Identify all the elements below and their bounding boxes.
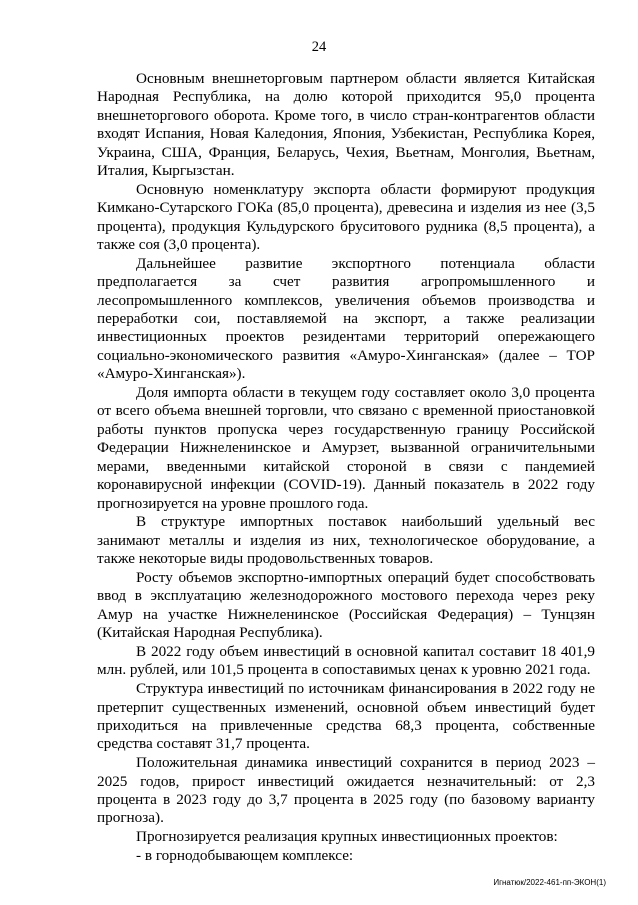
paragraph-import-share: Доля импорта области в текущем году составляет около 3,0 процента от всего объема внешней торговли, что связано с временной приостановкой работы пунктов пропуска через государственную границу Российской Федерации Нижнеленинское и Амурзет, вызванной ограничительными мерами, введенными китайской стороной в связи с пандемией коронавирусной инфекции (COVID-19). Данный показатель в 2022 году прогнозируется на уровне прошлого года. [97,384,595,512]
paragraph-investment-structure: Структура инвестиций по источникам финансирования в 2022 году не претерпит существенных изменений, основной объем инвестиций будет приходиться на привлеченные средства 68,3 процента, собственные средства составят 31,7 процента. [97,680,595,753]
paragraph-investment-volume: В 2022 году объем инвестиций в основной капитал составит 18 401,9 млн. рублей, или 101,5 процента в сопоставимых ценах к уровню 2021 года. [97,642,595,679]
paragraph-export-potential: Дальнейшее развитие экспортного потенциала области предполагается за счет развития агропромышленного и лесопромышленного комплексов, увеличения объемов производства и переработки сои, поставляемой на экспорт, а также реализации инвестиционных проектов резидентами территорий опережающего социально-экономического развития «Амуро-Хинганская» (далее – ТОР «Амуро-Хинганская»). [97,254,595,383]
paragraph-export-nomenclature: Основную номенклатуру экспорта области формируют продукция Кимкано-Сутарского ГОКа (85,0 процента), древесина и изделия из нее (3,5 процента), продукция Кульдурского бруситового рудника (8,5 процента), а также соя (3,0 процента). [97,180,595,254]
paragraph-bridge: Росту объемов экспортно-импортных операций будет способствовать ввод в эксплуатацию железнодорожного мостового перехода через реку Амур на участке Нижнеленинское (Российская Федерация) – Тунцзян (Китайская Народная Республика). [97,568,595,642]
document-body [97,70,595,866]
paragraph-projects-intro: Прогнозируется реализация крупных инвестиционных проектов: [136,828,558,846]
paragraph-investment-dynamics: Положительная динамика инвестиций сохранится в период 2023 – 2025 годов, прирост инвестиций ожидается незначительный: от 2,3 процента в 2023 году до 3,7 процента в 2025 году (по базовому варианту прогноза). [97,754,595,827]
paragraph-mining-item: - в горнодобывающем комплексе: [136,846,354,864]
paragraph-import-structure: В структуре импортных поставок наибольший удельный вес занимают металлы и изделия из них, технологическое оборудование, а также некоторые виды продовольственных товаров. [97,513,595,568]
document-footer-code: Игнатюк/2022-461-пп-ЭКОН(1) [493,878,606,887]
paragraph-trade-partners: Основным внешнеторговым партнером области является Китайская Народная Республика, на долю которой приходится 95,0 процента внешнеторгового оборота. Кроме того, в число стран-контрагентов области входят Испания, Новая Каледония, Япония, Узбекистан, Республика Корея, Украина, США, Франция, Беларусь, Чехия, Вьетнам, Монголия, Вьетнам, Италия, Кыргызстан. [97,70,595,180]
page-number: 24 [311,39,327,55]
